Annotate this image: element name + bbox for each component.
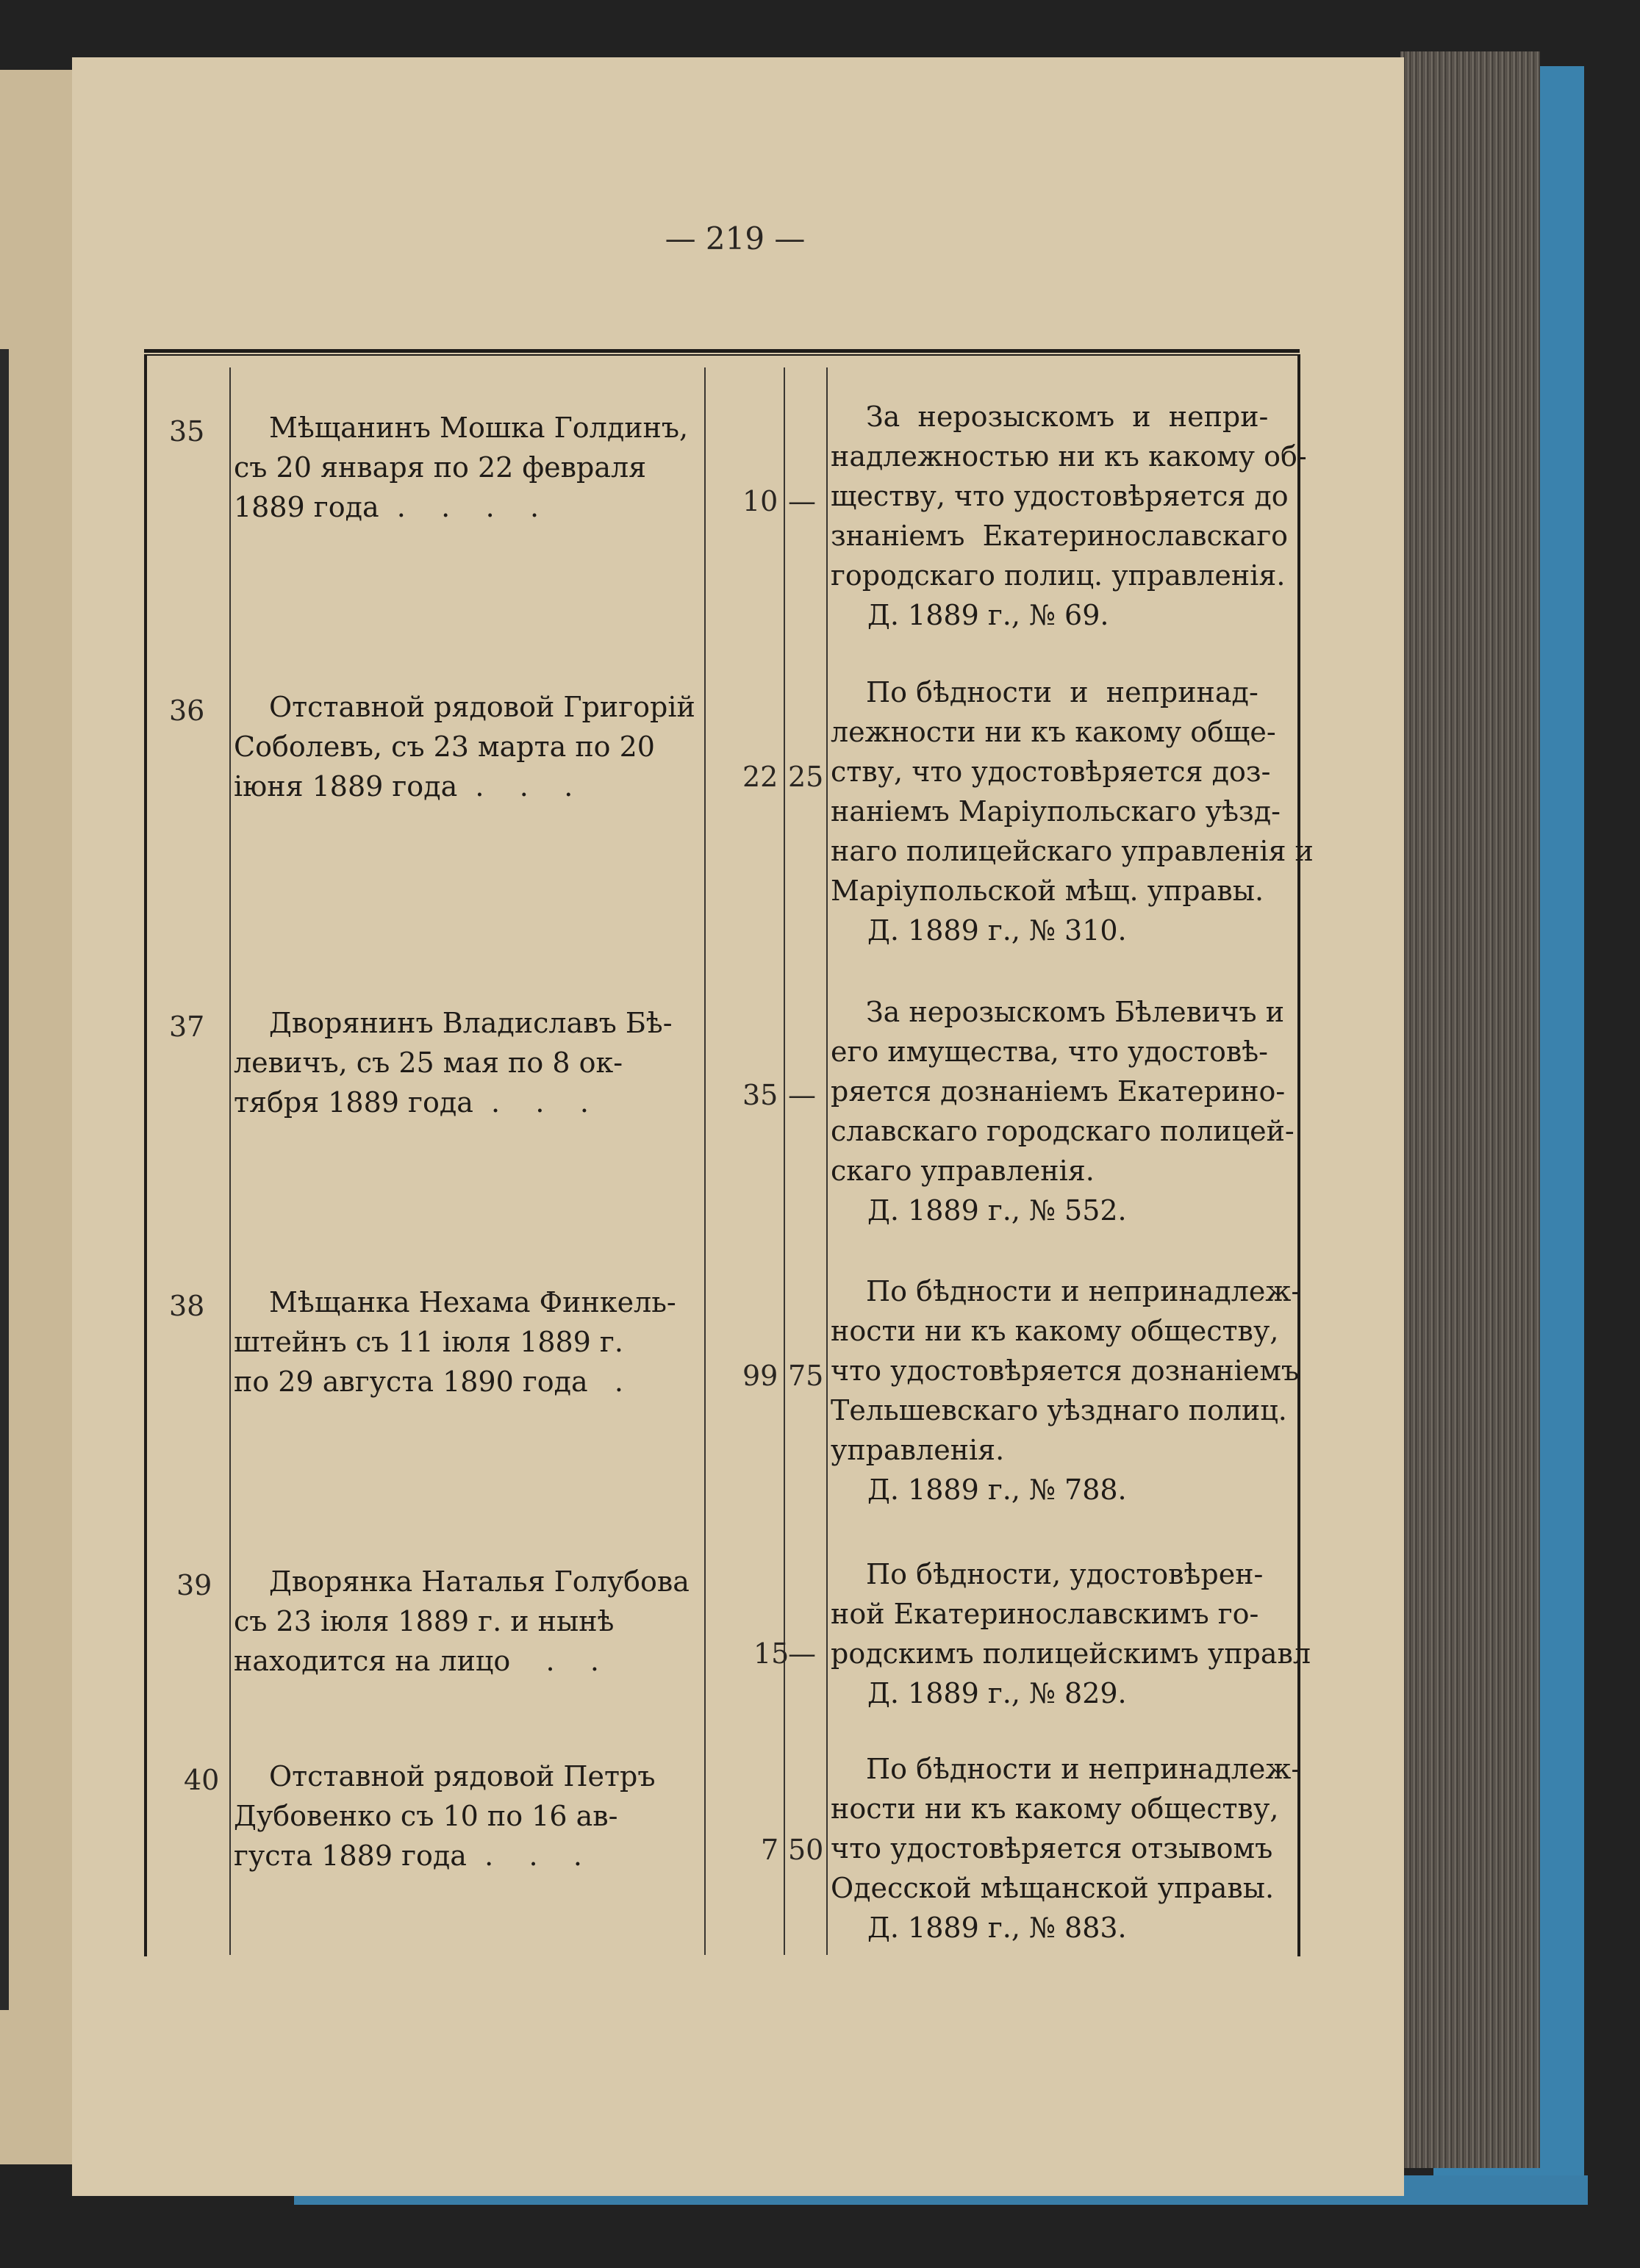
amount-kopecks: — (788, 485, 816, 517)
entry-reason: За нерозыскомъ и непри- надлежностью ни къ какому об- ществу, что удостовѣряется до знаніемъ Екатеринославскаго городскаго полиц. управленія. Д. 1889 г., № 69. (831, 401, 1307, 631)
entry-name: Дворянка Наталья Голубова съ 23 іюля 1889 г. и нынѣ находится на лицо . . (234, 1565, 690, 1677)
table-top-rule (144, 349, 1300, 353)
entry-number: 38 (169, 1290, 205, 1322)
amount-rubles: 15 (753, 1637, 789, 1670)
entry-reason: По бѣдности и непринадлеж- ности ни къ какому обществу, что удостовѣряется дознаніемъ Тельшевскаго уѣзднаго полиц. управленія. Д. 1889 г., № 788. (831, 1275, 1301, 1506)
entry-number: 36 (169, 695, 205, 727)
amount-rubles: 7 (761, 1834, 779, 1866)
entry-number: 35 (169, 415, 205, 448)
table-top-rule-thin (144, 354, 1300, 356)
entry-number: 39 (176, 1569, 212, 1601)
entry-number: 37 (169, 1011, 205, 1043)
amount-rubles: 99 (742, 1360, 778, 1392)
page-edges (1400, 51, 1540, 2168)
entry-reason: По бѣдности и непринад- лежности ни къ какому обще- ству, что удостовѣряется доз- наніемъ Маріупольскаго уѣзд- наго полицейскаго управленія и Маріупольской мѣщ. управы. Д. 1889 г., № 310. (831, 676, 1314, 947)
column-divider (704, 367, 706, 1955)
amount-kopecks: — (788, 1079, 816, 1111)
page-number: — 219 — (665, 220, 806, 256)
entry-reason: По бѣдности, удостовѣрен- ной Екатеринославскимъ го- родскимъ полицейскимъ управл Д. 1889 г., № 829. (831, 1558, 1311, 1709)
entry-reason: За нерозыскомъ Бѣлевичъ и его имущества, что удостовѣ- ряется дознаніемъ Екатерино- славскаго городскаго полицей- скаго управленія. Д. 1889 г., № 552. (831, 996, 1295, 1227)
column-divider (229, 367, 231, 1955)
entry-name: Отставной рядовой Петръ Дубовенко съ 10 по 16 ав- густа 1889 года . . . (234, 1760, 656, 1872)
entry-name: Дворянинъ Владиславъ Бѣ- левичъ, съ 25 мая по 8 ок- тября 1889 года . . . (234, 1007, 673, 1119)
table-left-border (144, 354, 147, 1956)
entry-name: Отставной рядовой Григорій Соболевъ, съ 23 марта по 20 іюня 1889 года . . . (234, 691, 695, 803)
entry-name: Мѣщанинъ Мошка Голдинъ, съ 20 января по 22 февраля 1889 года . . . . (234, 412, 689, 523)
entry-reason: По бѣдности и непринадлеж- ности ни къ какому обществу, что удостовѣряется отзывомъ Одесской мѣщанской управы. Д. 1889 г., № 883. (831, 1753, 1301, 1944)
amount-rubles: 22 (742, 761, 778, 793)
amount-rubles: 35 (742, 1079, 778, 1111)
entry-name: Мѣщанка Нехама Финкель- штейнъ съ 11 іюля 1889 г. по 29 августа 1890 года . (234, 1286, 676, 1398)
amount-kopecks: 75 (788, 1360, 824, 1392)
amount-kopecks: 25 (788, 761, 824, 793)
column-divider (784, 367, 785, 1955)
column-divider (826, 367, 828, 1955)
left-page (0, 70, 76, 2164)
amount-kopecks: 50 (788, 1834, 824, 1866)
amount-rubles: 10 (742, 485, 778, 517)
entry-number: 40 (184, 1764, 220, 1796)
amount-kopecks: — (788, 1637, 816, 1670)
